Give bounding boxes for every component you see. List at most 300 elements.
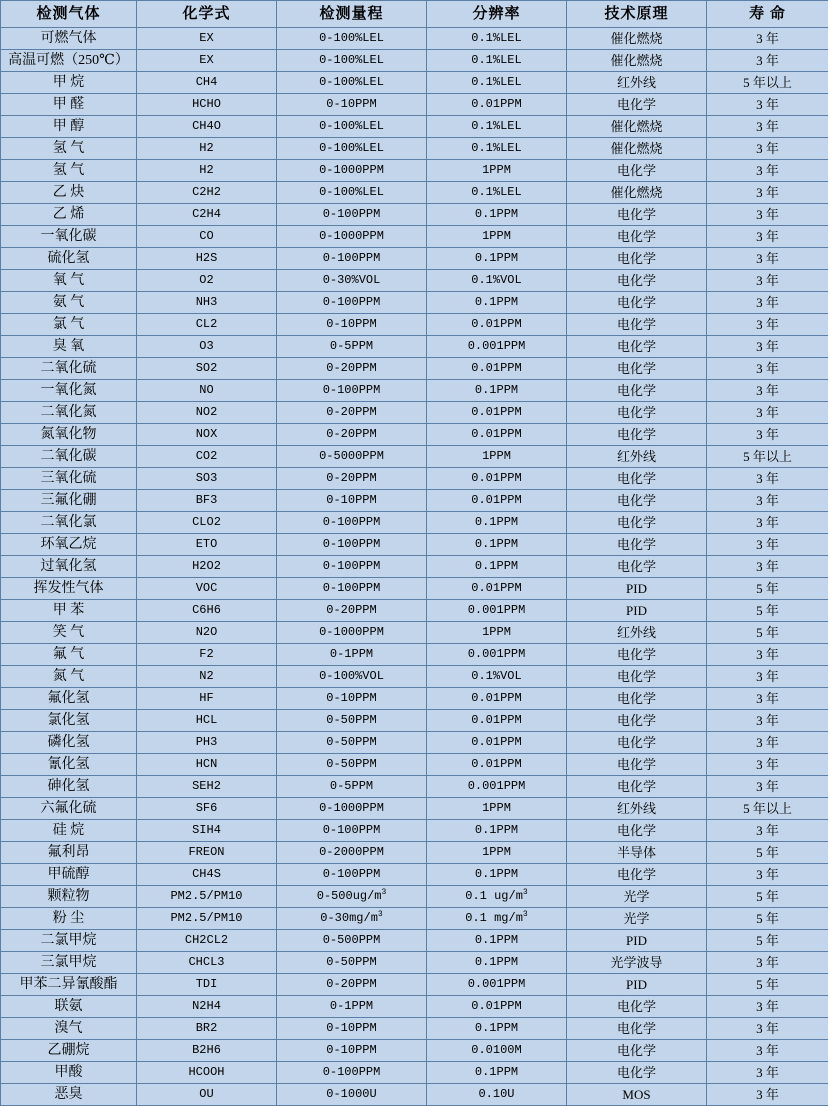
cell-formula: PH3 (137, 732, 277, 754)
cell-principle: 电化学 (567, 666, 707, 688)
cell-resolution: 0.001PPM (427, 644, 567, 666)
cell-resolution: 0.01PPM (427, 490, 567, 512)
cell-range: 0-100%LEL (277, 72, 427, 94)
cell-range: 0-1000PPM (277, 160, 427, 182)
cell-formula: F2 (137, 644, 277, 666)
cell-range: 0-100PPM (277, 820, 427, 842)
table-row (1, 358, 828, 380)
cell-principle: 催化燃烧 (567, 138, 707, 160)
cell-life: 3 年 (707, 534, 828, 556)
cell-gas: 乙 炔 (1, 182, 137, 204)
cell-gas: 三氟化硼 (1, 490, 137, 512)
cell-gas: 甲 醛 (1, 94, 137, 116)
cell-formula: NO2 (137, 402, 277, 424)
cell-life: 5 年以上 (707, 72, 828, 94)
cell-principle: 电化学 (567, 468, 707, 490)
cell-gas: 二氧化氯 (1, 512, 137, 534)
table-row (1, 952, 828, 974)
cell-life: 5 年 (707, 930, 828, 952)
cell-formula: CO2 (137, 446, 277, 468)
cell-range: 0-1000PPM (277, 798, 427, 820)
cell-resolution: 0.01PPM (427, 996, 567, 1018)
table-row (1, 996, 828, 1018)
cell-principle: 电化学 (567, 94, 707, 116)
cell-principle: PID (567, 974, 707, 996)
cell-range: 0-1PPM (277, 996, 427, 1018)
table-row (1, 94, 828, 116)
cell-life: 3 年 (707, 314, 828, 336)
cell-range: 0-5000PPM (277, 446, 427, 468)
cell-principle: 催化燃烧 (567, 50, 707, 72)
cell-resolution: 1PPM (427, 160, 567, 182)
cell-gas: 乙 烯 (1, 204, 137, 226)
cell-principle: 红外线 (567, 72, 707, 94)
cell-range: 0-20PPM (277, 402, 427, 424)
cell-range: 0-100PPM (277, 1062, 427, 1084)
cell-resolution: 0.1PPM (427, 1062, 567, 1084)
cell-formula: BF3 (137, 490, 277, 512)
cell-resolution: 0.001PPM (427, 974, 567, 996)
cell-range: 0-100PPM (277, 556, 427, 578)
column-header-formula: 化学式 (137, 1, 277, 28)
cell-resolution: 1PPM (427, 842, 567, 864)
table-row (1, 1062, 828, 1084)
cell-life: 3 年 (707, 512, 828, 534)
cell-life: 3 年 (707, 270, 828, 292)
table-row (1, 1040, 828, 1062)
cell-gas: 硅 烷 (1, 820, 137, 842)
cell-life: 5 年 (707, 908, 828, 930)
cell-range: 0-500PPM (277, 930, 427, 952)
cell-principle: 电化学 (567, 1062, 707, 1084)
cell-principle: 电化学 (567, 226, 707, 248)
cell-formula: NO (137, 380, 277, 402)
cell-gas: 乙硼烷 (1, 1040, 137, 1062)
cell-life: 3 年 (707, 864, 828, 886)
cell-gas: 甲 醇 (1, 116, 137, 138)
cell-resolution: 0.1PPM (427, 1018, 567, 1040)
cell-life: 3 年 (707, 666, 828, 688)
cell-life: 5 年以上 (707, 798, 828, 820)
cell-formula: SF6 (137, 798, 277, 820)
cell-gas: 一氧化氮 (1, 380, 137, 402)
cell-principle: 电化学 (567, 732, 707, 754)
cell-formula: B2H6 (137, 1040, 277, 1062)
table-row (1, 1018, 828, 1040)
table-row (1, 336, 828, 358)
cell-life: 3 年 (707, 776, 828, 798)
cell-resolution: 0.1PPM (427, 864, 567, 886)
cell-formula: CH4O (137, 116, 277, 138)
cell-resolution: 0.1%LEL (427, 138, 567, 160)
cell-range: 0-1PPM (277, 644, 427, 666)
cell-gas: 氯化氢 (1, 710, 137, 732)
cell-gas: 六氟化硫 (1, 798, 137, 820)
cell-resolution: 0.01PPM (427, 358, 567, 380)
cell-resolution: 1PPM (427, 226, 567, 248)
cell-resolution: 0.1%VOL (427, 666, 567, 688)
cell-resolution: 0.001PPM (427, 336, 567, 358)
cell-range: 0-1000U (277, 1084, 427, 1106)
cell-formula: HF (137, 688, 277, 710)
cell-range: 0-50PPM (277, 710, 427, 732)
cell-life: 5 年 (707, 974, 828, 996)
cell-formula: OU (137, 1084, 277, 1106)
cell-range: 0-50PPM (277, 732, 427, 754)
cell-principle: 电化学 (567, 248, 707, 270)
cell-life: 3 年 (707, 710, 828, 732)
cell-formula: VOC (137, 578, 277, 600)
cell-gas: 甲酸 (1, 1062, 137, 1084)
cell-range: 0-100%LEL (277, 50, 427, 72)
cell-range: 0-100%LEL (277, 116, 427, 138)
cell-principle: 电化学 (567, 512, 707, 534)
cell-life: 3 年 (707, 28, 828, 50)
cell-range: $0-500ug/m^3$ (277, 886, 427, 908)
cell-range: 0-100PPM (277, 864, 427, 886)
cell-gas: 联氨 (1, 996, 137, 1018)
cell-range: 0-100%LEL (277, 138, 427, 160)
cell-formula: C2H4 (137, 204, 277, 226)
table-row (1, 116, 828, 138)
cell-range: 0-50PPM (277, 952, 427, 974)
cell-life: 3 年 (707, 138, 828, 160)
cell-principle: 电化学 (567, 270, 707, 292)
cell-principle: 电化学 (567, 754, 707, 776)
cell-life: 5 年 (707, 842, 828, 864)
table-row (1, 534, 828, 556)
cell-life: 3 年 (707, 226, 828, 248)
cell-range: 0-10PPM (277, 490, 427, 512)
cell-resolution: 0.1PPM (427, 204, 567, 226)
cell-formula: C6H6 (137, 600, 277, 622)
table-row (1, 72, 828, 94)
table-row (1, 468, 828, 490)
cell-resolution: 0.01PPM (427, 94, 567, 116)
cell-resolution: 0.1PPM (427, 512, 567, 534)
cell-gas: 硫化氢 (1, 248, 137, 270)
cell-life: 3 年 (707, 358, 828, 380)
cell-range: 0-20PPM (277, 600, 427, 622)
table-row (1, 424, 828, 446)
cell-formula: SO2 (137, 358, 277, 380)
cell-life: 3 年 (707, 424, 828, 446)
cell-life: 3 年 (707, 688, 828, 710)
cell-formula: O2 (137, 270, 277, 292)
cell-life: 3 年 (707, 94, 828, 116)
cell-principle: 电化学 (567, 644, 707, 666)
cell-principle: 电化学 (567, 820, 707, 842)
cell-formula: NH3 (137, 292, 277, 314)
cell-resolution: 0.1PPM (427, 292, 567, 314)
cell-gas: 一氧化碳 (1, 226, 137, 248)
cell-gas: 环氧乙烷 (1, 534, 137, 556)
cell-principle: PID (567, 930, 707, 952)
cell-gas: 溴气 (1, 1018, 137, 1040)
cell-life: 3 年 (707, 50, 828, 72)
cell-range: 0-100PPM (277, 578, 427, 600)
cell-gas: 二氧化碳 (1, 446, 137, 468)
table-row (1, 908, 828, 930)
table-row (1, 864, 828, 886)
cell-principle: 催化燃烧 (567, 116, 707, 138)
cell-life: 3 年 (707, 732, 828, 754)
table-row (1, 204, 828, 226)
cell-formula: CLO2 (137, 512, 277, 534)
table-row (1, 182, 828, 204)
cell-formula: SEH2 (137, 776, 277, 798)
cell-range: 0-1000PPM (277, 226, 427, 248)
table-row (1, 732, 828, 754)
cell-formula: SIH4 (137, 820, 277, 842)
cell-gas: 氰化氢 (1, 754, 137, 776)
cell-resolution: 0.1%LEL (427, 182, 567, 204)
cell-formula: CH4 (137, 72, 277, 94)
table-header (1, 1, 828, 28)
table-row (1, 270, 828, 292)
cell-principle: 电化学 (567, 336, 707, 358)
cell-formula: CL2 (137, 314, 277, 336)
cell-gas: 氮 气 (1, 666, 137, 688)
cell-life: 5 年 (707, 578, 828, 600)
cell-resolution: 0.1%LEL (427, 72, 567, 94)
cell-life: 3 年 (707, 556, 828, 578)
cell-gas: 甲苯二异氰酸酯 (1, 974, 137, 996)
cell-gas: 可燃气体 (1, 28, 137, 50)
cell-life: 3 年 (707, 292, 828, 314)
table-row (1, 402, 828, 424)
cell-resolution: 0.01PPM (427, 424, 567, 446)
cell-gas: 氢 气 (1, 160, 137, 182)
cell-formula: H2 (137, 160, 277, 182)
table-row (1, 556, 828, 578)
cell-range: 0-10PPM (277, 1018, 427, 1040)
cell-range: 0-100PPM (277, 380, 427, 402)
cell-gas: 三氯甲烷 (1, 952, 137, 974)
cell-resolution: 0.1PPM (427, 534, 567, 556)
cell-life: 3 年 (707, 380, 828, 402)
cell-formula: FREON (137, 842, 277, 864)
cell-principle: 红外线 (567, 446, 707, 468)
cell-range: 0-20PPM (277, 358, 427, 380)
cell-gas: 三氧化硫 (1, 468, 137, 490)
cell-gas: 氟利昂 (1, 842, 137, 864)
cell-resolution: 0.0100M (427, 1040, 567, 1062)
cell-formula: TDI (137, 974, 277, 996)
cell-life: 3 年 (707, 204, 828, 226)
cell-formula: CHCL3 (137, 952, 277, 974)
cell-range: 0-100PPM (277, 248, 427, 270)
cell-resolution: 0.1%LEL (427, 50, 567, 72)
cell-resolution: 0.10U (427, 1084, 567, 1106)
cell-resolution: 0.01PPM (427, 688, 567, 710)
cell-resolution: 0.1PPM (427, 248, 567, 270)
cell-gas: 氮氧化物 (1, 424, 137, 446)
cell-range: 0-2000PPM (277, 842, 427, 864)
cell-gas: 颗粒物 (1, 886, 137, 908)
cell-gas: 氨 气 (1, 292, 137, 314)
cell-gas: 笑 气 (1, 622, 137, 644)
table-row (1, 446, 828, 468)
cell-range: 0-100%LEL (277, 28, 427, 50)
cell-resolution: 0.1PPM (427, 930, 567, 952)
cell-formula: H2O2 (137, 556, 277, 578)
cell-range: $0-30mg/m^3$ (277, 908, 427, 930)
cell-formula: N2O (137, 622, 277, 644)
cell-gas: 氟化氢 (1, 688, 137, 710)
cell-range: 0-100PPM (277, 292, 427, 314)
cell-principle: 光学波导 (567, 952, 707, 974)
cell-life: 3 年 (707, 468, 828, 490)
cell-principle: 电化学 (567, 402, 707, 424)
cell-gas: 二氯甲烷 (1, 930, 137, 952)
cell-principle: 电化学 (567, 1040, 707, 1062)
cell-resolution: 0.001PPM (427, 600, 567, 622)
cell-range: 0-10PPM (277, 94, 427, 116)
cell-gas: 甲硫醇 (1, 864, 137, 886)
cell-life: 3 年 (707, 952, 828, 974)
cell-formula: NOX (137, 424, 277, 446)
table-row (1, 710, 828, 732)
cell-resolution: 0.01PPM (427, 732, 567, 754)
cell-range: 0-100%VOL (277, 666, 427, 688)
cell-life: 3 年 (707, 182, 828, 204)
table-row (1, 160, 828, 182)
cell-formula: EX (137, 50, 277, 72)
cell-resolution: 0.01PPM (427, 402, 567, 424)
cell-resolution: 0.1PPM (427, 556, 567, 578)
table-row (1, 512, 828, 534)
cell-formula: HCN (137, 754, 277, 776)
cell-range: 0-100PPM (277, 512, 427, 534)
cell-principle: PID (567, 600, 707, 622)
table-row (1, 820, 828, 842)
table-row (1, 248, 828, 270)
cell-life: 3 年 (707, 336, 828, 358)
cell-resolution: 1PPM (427, 798, 567, 820)
cell-life: 5 年 (707, 622, 828, 644)
cell-formula: PM2.5/PM10 (137, 886, 277, 908)
cell-range: 0-100PPM (277, 534, 427, 556)
cell-gas: 甲 烷 (1, 72, 137, 94)
cell-formula: PM2.5/PM10 (137, 908, 277, 930)
cell-gas: 恶臭 (1, 1084, 137, 1106)
cell-principle: 光学 (567, 908, 707, 930)
cell-gas: 臭 氧 (1, 336, 137, 358)
cell-formula: C2H2 (137, 182, 277, 204)
cell-resolution: 0.1 $mg/m^3$ (427, 908, 567, 930)
cell-life: 3 年 (707, 1040, 828, 1062)
cell-principle: 电化学 (567, 424, 707, 446)
cell-resolution: 0.01PPM (427, 468, 567, 490)
cell-resolution: 0.1%LEL (427, 116, 567, 138)
cell-life: 3 年 (707, 644, 828, 666)
cell-principle: 红外线 (567, 798, 707, 820)
cell-principle: 电化学 (567, 864, 707, 886)
cell-life: 3 年 (707, 754, 828, 776)
cell-gas: 高温可燃（250℃） (1, 50, 137, 72)
table-row (1, 600, 828, 622)
table-row (1, 886, 828, 908)
cell-range: 0-5PPM (277, 336, 427, 358)
cell-principle: 电化学 (567, 688, 707, 710)
table-row (1, 754, 828, 776)
table-row (1, 138, 828, 160)
cell-life: 3 年 (707, 1018, 828, 1040)
cell-formula: O3 (137, 336, 277, 358)
table-row (1, 50, 828, 72)
cell-principle: 电化学 (567, 204, 707, 226)
cell-resolution: 1PPM (427, 622, 567, 644)
cell-life: 3 年 (707, 160, 828, 182)
table-body (1, 28, 828, 1106)
cell-principle: 电化学 (567, 292, 707, 314)
table-row (1, 930, 828, 952)
cell-resolution: 0.01PPM (427, 314, 567, 336)
table-row (1, 644, 828, 666)
cell-range: 0-10PPM (277, 688, 427, 710)
table-row (1, 622, 828, 644)
cell-range: 0-10PPM (277, 314, 427, 336)
cell-resolution: 0.1PPM (427, 820, 567, 842)
cell-resolution: 1PPM (427, 446, 567, 468)
cell-principle: 电化学 (567, 1018, 707, 1040)
cell-life: 3 年 (707, 1062, 828, 1084)
cell-principle: 电化学 (567, 358, 707, 380)
table-row (1, 842, 828, 864)
table-row (1, 1084, 828, 1106)
cell-formula: EX (137, 28, 277, 50)
cell-principle: 电化学 (567, 996, 707, 1018)
table-row (1, 578, 828, 600)
cell-resolution: 0.1PPM (427, 380, 567, 402)
cell-gas: 甲 苯 (1, 600, 137, 622)
cell-resolution: 0.01PPM (427, 578, 567, 600)
cell-principle: 电化学 (567, 556, 707, 578)
table-row (1, 314, 828, 336)
cell-range: 0-50PPM (277, 754, 427, 776)
cell-formula: CO (137, 226, 277, 248)
cell-formula: HCHO (137, 94, 277, 116)
column-header-principle: 技术原理 (567, 1, 707, 28)
cell-formula: N2 (137, 666, 277, 688)
cell-formula: H2S (137, 248, 277, 270)
cell-principle: PID (567, 578, 707, 600)
cell-resolution: 0.1 $ug/m^3$ (427, 886, 567, 908)
cell-formula: HCL (137, 710, 277, 732)
cell-life: 3 年 (707, 248, 828, 270)
cell-resolution: 0.001PPM (427, 776, 567, 798)
cell-gas: 过氧化氢 (1, 556, 137, 578)
cell-principle: 催化燃烧 (567, 28, 707, 50)
cell-life: 3 年 (707, 490, 828, 512)
cell-life: 3 年 (707, 820, 828, 842)
cell-formula: ETO (137, 534, 277, 556)
cell-life: 3 年 (707, 402, 828, 424)
cell-formula: H2 (137, 138, 277, 160)
cell-principle: 电化学 (567, 160, 707, 182)
cell-resolution: 0.01PPM (427, 754, 567, 776)
cell-gas: 挥发性气体 (1, 578, 137, 600)
column-header-resolution: 分辨率 (427, 1, 567, 28)
cell-resolution: 0.1%LEL (427, 28, 567, 50)
table-row (1, 380, 828, 402)
cell-life: 3 年 (707, 996, 828, 1018)
cell-gas: 氢 气 (1, 138, 137, 160)
cell-gas: 氟 气 (1, 644, 137, 666)
cell-gas: 氯 气 (1, 314, 137, 336)
cell-formula: SO3 (137, 468, 277, 490)
